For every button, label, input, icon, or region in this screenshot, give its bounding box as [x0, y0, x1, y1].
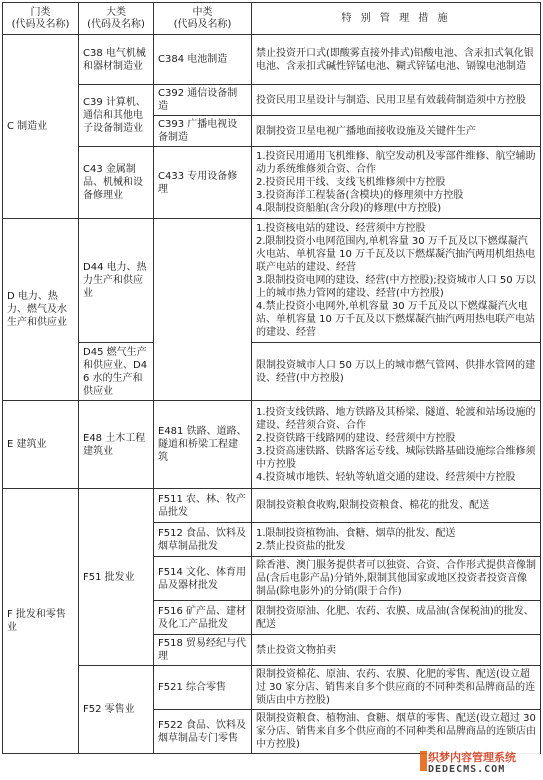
- door-cell: C 制造业: [3, 35, 79, 219]
- measure-item: 1.投资民用通用飞机维修、航空发动机及零部件维修、航空辅助动力系统维修须合资、合作: [256, 151, 536, 175]
- header-door: 门类 (代码及名称): [3, 3, 79, 35]
- measure-item: 3.限制投资电网的建设、经营(中方控股);投资城市人口 50 万以上的城市热力管网的建设、经营(中方控股): [256, 275, 536, 299]
- measure-item: 1.限制投资植物油、食糖、烟草的批发、配送: [256, 527, 456, 539]
- mid-cell: F514 文化、体育用品及器材批发: [154, 557, 252, 601]
- big-cell: E48 土木工程建筑业: [79, 401, 154, 489]
- table-row: [3, 147, 541, 219]
- negative-list-table: [2, 2, 541, 754]
- door-cell: D 电力、热力、燃气及水生产和供应业: [3, 219, 79, 401]
- door-cell: E 建筑业: [3, 401, 79, 489]
- measure-cell: 禁止投资开口式(即酸雾直接外排式)铅酸电池、含汞扣式氧化银电池、含汞扣式碱性锌锰电池、糊式锌锰电池、镉镍电池制造: [252, 35, 541, 85]
- mid-cell-empty: [154, 219, 252, 401]
- measure-item: 2.禁止投资盐的批发: [256, 540, 346, 552]
- measure-cell: 限制投资棉花、原油、农药、农膜、化肥的零售、配送(设立超过 30 家分店、销售来自多个供应商的不同种类和品牌商品的连锁店由中方控股): [252, 666, 541, 710]
- table-row: [3, 35, 541, 85]
- watermark-logo-icon: [420, 751, 427, 771]
- measure-item: 2.投资民用干线、支线飞机维修须中方控股: [256, 177, 446, 188]
- measure-cell: [252, 219, 541, 343]
- watermark-domain: DEDECMS.COM: [428, 764, 506, 775]
- watermark-title: 织梦内容管理系统: [428, 751, 516, 764]
- measure-cell: 限制投资卫星电视广播地面接收设施及关键件生产: [252, 116, 541, 147]
- table-row: [3, 219, 541, 343]
- mid-cell: C392 通信设备制造: [154, 85, 252, 116]
- measure-cell: 限制投资粮食收购,限制投资粮食、棉花的批发、配送: [252, 489, 541, 523]
- watermark: [420, 746, 540, 778]
- mid-cell: F516 矿产品、建材及化工产品批发: [154, 601, 252, 635]
- mid-cell: C433 专用设备修理: [154, 147, 252, 219]
- mid-cell: F518 贸易经纪与代理: [154, 635, 252, 666]
- mid-cell: F522 食品、饮料及烟草制品专门零售: [154, 710, 252, 754]
- measure-item: 2.投资铁路干线路网的建设、经营须中方控股: [256, 432, 456, 444]
- table-row: [3, 489, 541, 523]
- measure-item: 1.投资支线铁路、地方铁路及其桥梁、隧道、轮渡和站场设施的建设、经营须合资、合作: [256, 406, 536, 431]
- table-row: [3, 666, 541, 710]
- measure-item: 4.投资城市地铁、轻轨等轨道交通的建设、经营须中方控股: [256, 471, 516, 483]
- table-row: [3, 401, 541, 489]
- measure-cell: 限制投资原油、化肥、农药、农膜、成品油(含保税油)的批发、配送: [252, 601, 541, 635]
- measure-item: 3.投资高速铁路、铁路客运专线、城际铁路基础设施综合维修须中方控股: [256, 445, 536, 470]
- header-big: 大类 (代码及名称): [79, 3, 154, 35]
- measure-cell: [252, 147, 541, 219]
- measure-cell: 禁止投资文物拍卖: [252, 635, 541, 666]
- measure-item: 4.禁止投资小电网外,单机容量 30 万千瓦及以下燃煤凝汽火电站、单机容量 10 万千瓦及以下燃煤凝汽抽汽两用热电联产电站的建设、经营: [256, 301, 536, 338]
- header-measure: 特 别 管 理 措 施: [252, 3, 541, 35]
- measure-item: 2.限制投资小电网范围内,单机容量 30 万千瓦及以下燃煤凝汽火电站、单机容量 10 万千瓦及以下燃煤凝汽抽汽两用机组热电联产电站的建设、经营: [256, 236, 536, 273]
- big-cell: D44 电力、热力生产和供应业: [79, 219, 154, 343]
- mid-cell: C393 广播电视设备制造: [154, 116, 252, 147]
- big-cell: F52 零售业: [79, 666, 154, 754]
- measure-item: 3.投资海洋工程装备(含模块)的修理须中方控股: [256, 190, 464, 201]
- big-cell: D45 燃气生产和供应业、D46 水的生产和供应业: [79, 343, 154, 401]
- table-row: [3, 85, 541, 116]
- measure-item: 4.限制投资船舶(含分段)的修理(中方控股): [256, 203, 442, 214]
- measure-cell: 除香港、澳门服务提供者可以独资、合资、合作形式提供音像制品(含后电影产品)分销外,限制其他国家或地区投资者投资音像制品(除电影外)的分销(限于合作): [252, 557, 541, 601]
- table-row: [3, 343, 541, 401]
- mid-cell: C384 电池制造: [154, 35, 252, 85]
- mid-cell: E481 铁路、道路、隧道和桥梁工程建筑: [154, 401, 252, 489]
- big-cell: F51 批发业: [79, 489, 154, 666]
- big-cell: C38 电气机械和器材制造业: [79, 35, 154, 85]
- big-cell: C43 金属制品、机械和设备修理业: [79, 147, 154, 219]
- big-cell: C39 计算机、通信和其他电子设备制造业: [79, 85, 154, 147]
- mid-cell: F512 食品、饮料及烟草制品批发: [154, 523, 252, 557]
- measure-cell: [252, 401, 541, 489]
- measure-item: 1.投资核电站的建设、经营须中方控股: [256, 223, 426, 234]
- header-mid: 中类 (代码及名称): [154, 3, 252, 35]
- measure-cell: 投资民用卫星设计与制造、民用卫星有效载荷制造须中方控股: [252, 85, 541, 116]
- measure-cell: 限制投资粮食、植物油、食糖、烟草的零售、配送(设立超过 30 家分店、销售来自多个供应商的不同种类和品牌商品的连锁店由中方控股): [252, 710, 541, 754]
- measure-cell: [252, 523, 541, 557]
- measure-cell: 限制投资城市人口 50 万以上的城市燃气管网、供排水管网的建设、经营(中方控股): [252, 343, 541, 401]
- mid-cell: F511 农、林、牧产品批发: [154, 489, 252, 523]
- door-cell: F 批发和零售业: [3, 489, 79, 754]
- header-row: [3, 3, 541, 35]
- mid-cell: F521 综合零售: [154, 666, 252, 710]
